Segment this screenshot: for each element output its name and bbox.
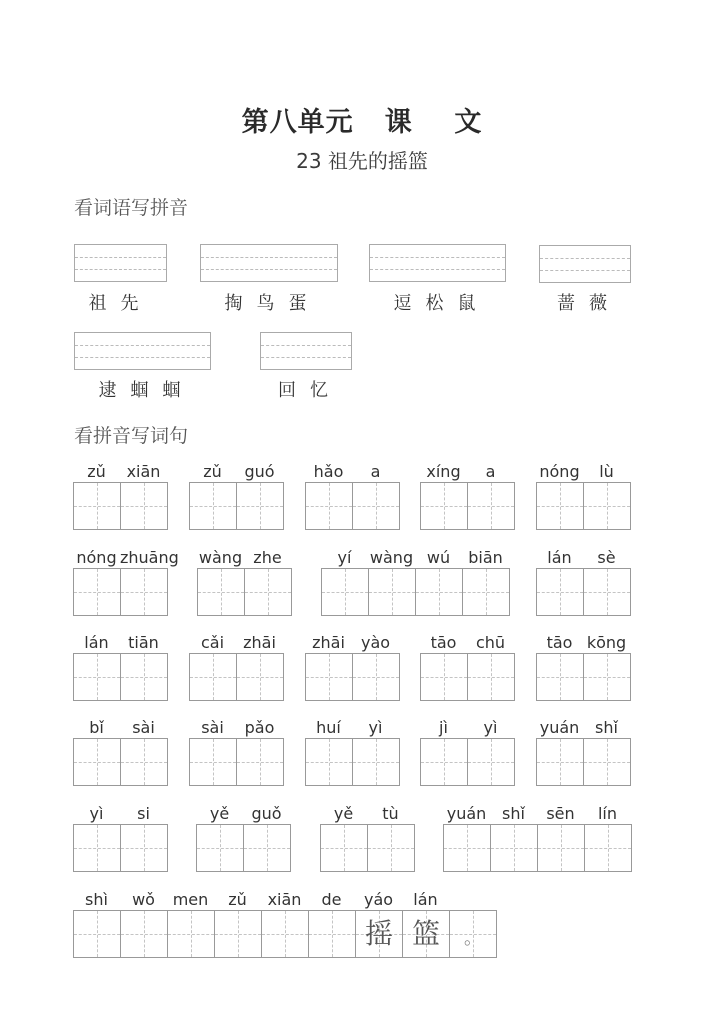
pinyin: lù — [599, 462, 614, 481]
sentence-exercise — [73, 890, 497, 958]
pinyin: huí — [316, 718, 341, 737]
tianzige-grid[interactable] — [536, 738, 631, 786]
tianzige-grid[interactable] — [420, 653, 515, 701]
pinyin: lán — [413, 890, 438, 909]
tianzige-grid[interactable] — [196, 824, 291, 872]
word-exercise — [443, 804, 632, 872]
pinyin: xiān — [267, 890, 302, 909]
pinyin: nóng — [76, 548, 117, 567]
word-exercise — [73, 633, 168, 701]
section-title-write-words: 看拼音写词句 — [74, 425, 189, 447]
pinyin: jì — [439, 718, 448, 737]
pinyin: a — [370, 462, 381, 481]
pinyin: sè — [597, 548, 616, 567]
pinyin: tù — [382, 804, 399, 823]
word-label: 祖先 — [88, 293, 153, 314]
word-exercise — [189, 633, 284, 701]
word-exercise — [189, 462, 284, 530]
pinyin: sēn — [546, 804, 575, 823]
pinyin: guǒ — [251, 804, 282, 823]
pinyin: zhāi — [312, 633, 345, 652]
pinyin: zhāi — [243, 633, 276, 652]
word-exercise — [197, 548, 292, 616]
tianzige-grid[interactable] — [305, 738, 400, 786]
period-mark: 。 — [464, 928, 482, 949]
given-char: 篮 — [411, 917, 440, 950]
pinyin: nóng — [539, 462, 580, 481]
word-exercise — [189, 718, 284, 786]
tianzige-grid[interactable] — [420, 738, 515, 786]
tianzige-grid[interactable] — [320, 824, 415, 872]
pinyin: tāo — [546, 633, 573, 652]
pinyin: de — [321, 890, 342, 909]
tianzige-grid[interactable] — [73, 910, 497, 958]
pinyin: pǎo — [244, 718, 275, 737]
pinyin: sài — [132, 718, 155, 737]
word-exercise — [73, 718, 168, 786]
word-exercise — [73, 804, 168, 872]
pinyin: yào — [360, 633, 391, 652]
pinyin: hǎo — [313, 462, 344, 481]
pinyin: chū — [475, 633, 506, 652]
pinyin: men — [172, 890, 209, 909]
word-label: 蔷薇 — [557, 293, 621, 314]
section-title-write-pinyin: 看词语写拼音 — [74, 197, 189, 219]
pinyin-answer-box[interactable] — [369, 244, 506, 282]
word-exercise — [536, 718, 631, 786]
tianzige-grid[interactable] — [73, 824, 168, 872]
pinyin: zǔ — [228, 890, 247, 909]
pinyin: wàng — [369, 548, 414, 567]
unit-title: 第八单元 课 文 — [241, 107, 483, 138]
pinyin: bǐ — [89, 718, 104, 737]
pinyin: yuán — [446, 804, 487, 823]
pinyin: zǔ — [87, 462, 106, 481]
pinyin: xíng — [426, 462, 461, 481]
word-exercise — [196, 804, 291, 872]
word-exercise — [321, 548, 510, 616]
tianzige-grid[interactable] — [536, 653, 631, 701]
tianzige-grid[interactable] — [536, 482, 631, 530]
word-exercise — [305, 718, 400, 786]
word-exercise — [536, 633, 631, 701]
tianzige-grid[interactable] — [73, 482, 168, 530]
word-exercise — [73, 462, 168, 530]
pinyin: tiān — [128, 633, 159, 652]
pinyin-answer-box[interactable] — [200, 244, 338, 282]
word-label: 掏鸟蛋 — [224, 293, 321, 314]
pinyin: sài — [201, 718, 224, 737]
pinyin-answer-box[interactable] — [74, 332, 211, 370]
word-label: 逮蝈蝈 — [98, 380, 195, 401]
lesson-title: 23 祖先的摇篮 — [296, 149, 428, 173]
tianzige-grid[interactable] — [536, 568, 631, 616]
word-exercise — [420, 462, 515, 530]
pinyin: cǎi — [200, 633, 225, 652]
tianzige-grid[interactable] — [305, 482, 400, 530]
pinyin: lín — [597, 804, 618, 823]
pinyin: guó — [244, 462, 275, 481]
tianzige-grid[interactable] — [73, 653, 168, 701]
word-exercise — [305, 633, 400, 701]
pinyin: kōng — [586, 633, 627, 652]
pinyin: zǔ — [203, 462, 222, 481]
tianzige-grid[interactable] — [73, 738, 168, 786]
pinyin: si — [137, 804, 150, 823]
tianzige-grid[interactable] — [420, 482, 515, 530]
pinyin: shǐ — [595, 718, 618, 737]
word-exercise — [420, 718, 515, 786]
pinyin: shǐ — [502, 804, 525, 823]
pinyin: wàng — [198, 548, 243, 567]
pinyin: zhe — [253, 548, 282, 567]
tianzige-grid[interactable] — [189, 738, 284, 786]
pinyin: wǒ — [132, 890, 155, 909]
tianzige-grid[interactable] — [321, 568, 510, 616]
pinyin: zhuāng — [120, 548, 179, 567]
given-char: 摇 — [364, 917, 393, 950]
tianzige-grid[interactable] — [189, 482, 284, 530]
pinyin: yì — [368, 718, 383, 737]
pinyin-answer-box[interactable] — [74, 244, 167, 282]
word-label: 逗松鼠 — [393, 293, 490, 314]
pinyin-answer-box[interactable] — [260, 332, 352, 370]
word-exercise — [420, 633, 515, 701]
pinyin: yuán — [539, 718, 580, 737]
tianzige-grid[interactable] — [443, 824, 632, 872]
tianzige-grid[interactable] — [197, 568, 292, 616]
tianzige-grid[interactable] — [305, 653, 400, 701]
pinyin: yì — [89, 804, 104, 823]
word-exercise — [320, 804, 415, 872]
pinyin: yí — [337, 548, 352, 567]
tianzige-grid[interactable] — [73, 568, 168, 616]
pinyin: wú — [426, 548, 451, 567]
pinyin: yě — [209, 804, 230, 823]
pinyin: lán — [547, 548, 572, 567]
pinyin: yě — [333, 804, 354, 823]
pinyin: shì — [85, 890, 108, 909]
pinyin: yì — [483, 718, 498, 737]
pinyin: biān — [468, 548, 503, 567]
pinyin: a — [485, 462, 496, 481]
word-exercise — [536, 462, 631, 530]
word-exercise — [305, 462, 400, 530]
word-exercise — [73, 548, 179, 616]
pinyin: tāo — [430, 633, 457, 652]
pinyin: lán — [84, 633, 109, 652]
word-label: 回忆 — [278, 380, 342, 401]
word-exercise — [536, 548, 631, 616]
pinyin: yáo — [363, 890, 394, 909]
tianzige-grid[interactable] — [189, 653, 284, 701]
pinyin: xiān — [126, 462, 161, 481]
pinyin-answer-box[interactable] — [539, 245, 631, 283]
